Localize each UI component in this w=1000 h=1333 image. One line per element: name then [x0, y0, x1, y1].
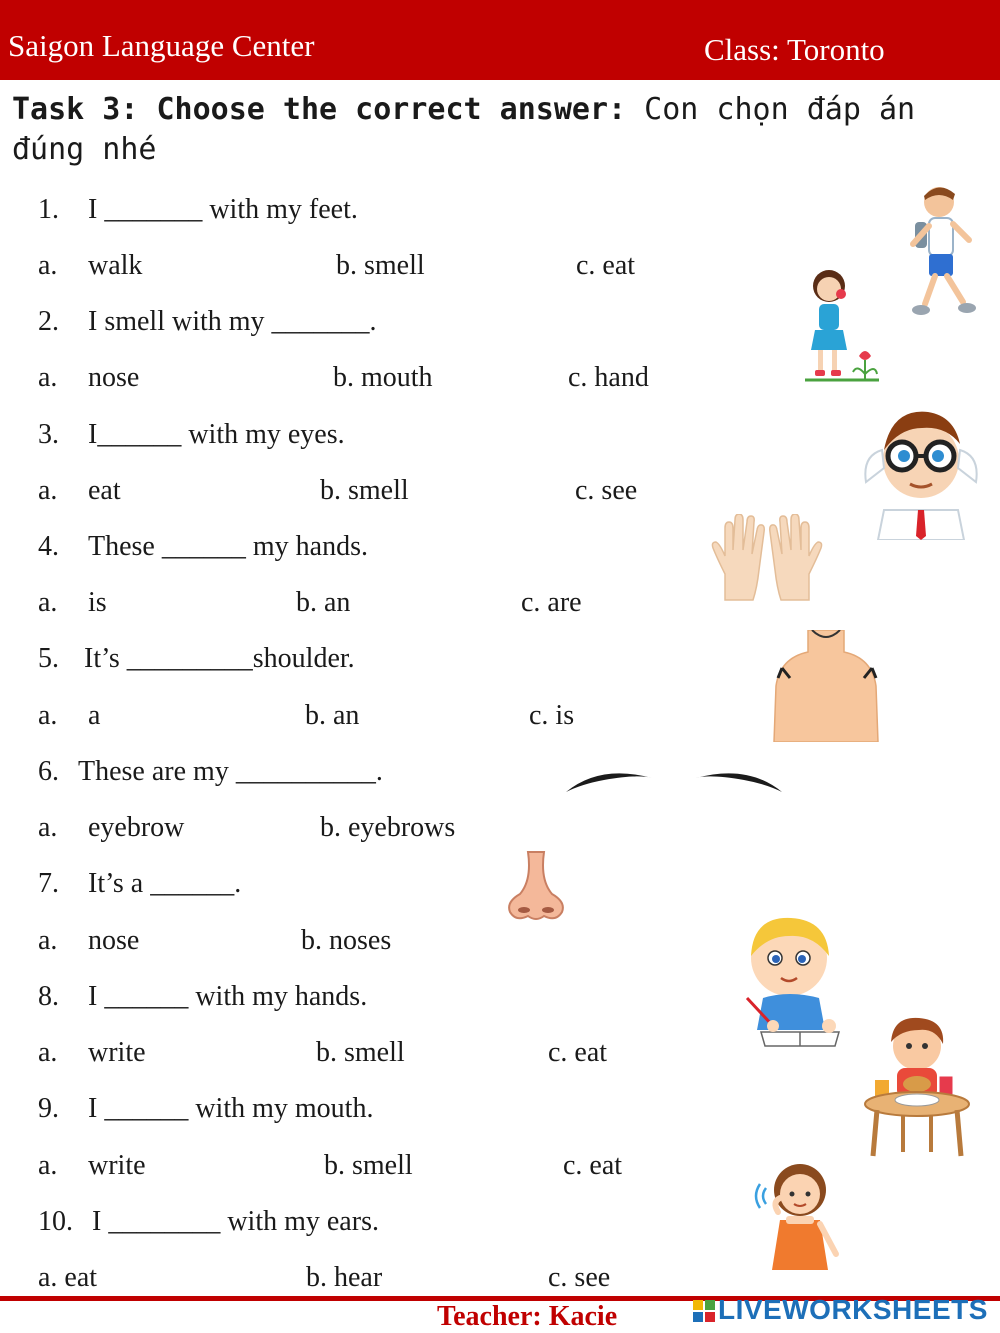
question-number: 7.	[38, 868, 59, 899]
walking-boy-icon	[905, 182, 981, 322]
answer-b[interactable]: b. hear	[306, 1262, 383, 1293]
answer-label: a.	[38, 812, 58, 843]
answer-c[interactable]: c. are	[521, 587, 582, 618]
answer-a[interactable]: write	[88, 1037, 146, 1068]
question-number: 1.	[38, 194, 59, 225]
answer-b[interactable]: b. smell	[324, 1150, 413, 1181]
question-number: 4.	[38, 531, 59, 562]
question-number: 5.	[38, 643, 59, 674]
question-number: 9.	[38, 1093, 59, 1124]
question-number: 8.	[38, 981, 59, 1012]
boy-with-glasses-icon	[862, 398, 980, 540]
answer-c[interactable]: c. is	[529, 700, 575, 731]
answer-label: a.	[38, 1037, 58, 1068]
answer-c[interactable]: c. eat	[576, 250, 636, 281]
answer-c[interactable]: c. hand	[568, 362, 649, 393]
question-text: These are my __________.	[78, 756, 383, 787]
question-text: I ______ with my hands.	[88, 981, 368, 1012]
liveworksheets-brand[interactable]: LIVEWORKSHEETS	[718, 1294, 988, 1325]
boy-eating-icon	[863, 1012, 973, 1158]
question-text: It’s _________shoulder.	[84, 643, 355, 674]
answer-a[interactable]: eat	[88, 475, 121, 506]
question-text: These ______ my hands.	[88, 531, 368, 562]
question-text: I ________ with my ears.	[92, 1206, 379, 1237]
question-number: 10.	[38, 1206, 73, 1237]
answer-a[interactable]: eyebrow	[88, 812, 185, 843]
question-text: I ______ with my mouth.	[88, 1093, 374, 1124]
answer-b[interactable]: b. smell	[316, 1037, 405, 1068]
answer-c[interactable]: c. eat	[548, 1037, 608, 1068]
boy-writing-icon	[743, 912, 851, 1050]
hands-icon	[707, 514, 827, 602]
answer-b[interactable]: b. smell	[336, 250, 425, 281]
answer-label: a.	[38, 700, 58, 731]
shoulders-icon	[772, 630, 880, 742]
answer-c[interactable]: c. see	[548, 1262, 611, 1293]
answer-label: a.	[38, 925, 58, 956]
question-number: 6.	[38, 756, 59, 787]
liveworksheets-logo-icon	[693, 1300, 715, 1322]
eyebrows-icon	[564, 764, 784, 796]
question-text: I______ with my eyes.	[88, 419, 345, 450]
answer-b[interactable]: b. noses	[301, 925, 392, 956]
answer-b[interactable]: b. smell	[320, 475, 409, 506]
answer-a[interactable]: walk	[88, 250, 143, 281]
answer-label: a.	[38, 1150, 58, 1181]
class-label: Class: Toronto	[704, 32, 885, 67]
girl-smelling-flower-icon	[803, 264, 881, 386]
answer-a[interactable]: a	[88, 700, 101, 731]
task-title-rest: Con chọn đáp án đúng nhé	[12, 92, 916, 167]
answer-b[interactable]: b. an	[305, 700, 360, 731]
answer-label: a.	[38, 362, 58, 393]
question-text: I _______ with my feet.	[88, 194, 358, 225]
answer-label: a.	[38, 250, 58, 281]
answer-b[interactable]: b. an	[296, 587, 351, 618]
girl-listening-icon	[750, 1158, 854, 1278]
task-title-bold: Task 3: Choose the correct answer:	[12, 92, 627, 127]
teacher-name: Teacher: Kacie	[437, 1301, 618, 1332]
answer-a[interactable]: nose	[88, 362, 140, 393]
answer-c[interactable]: c. see	[575, 475, 638, 506]
answer-b[interactable]: b. eyebrows	[320, 812, 456, 843]
nose-icon	[502, 850, 570, 924]
task-title	[12, 90, 972, 170]
question-text: I smell with my _______.	[88, 306, 377, 337]
answer-b[interactable]: b. mouth	[333, 362, 433, 393]
answer-a[interactable]: nose	[88, 925, 140, 956]
question-number: 2.	[38, 306, 59, 337]
answer-a[interactable]: is	[88, 587, 107, 618]
header-bar	[0, 0, 1000, 80]
question-text: It’s a ______.	[88, 868, 242, 899]
center-name: Saigon Language Center	[8, 28, 315, 63]
answer-label: a.	[38, 475, 58, 506]
answer-c[interactable]: c. eat	[563, 1150, 623, 1181]
answer-a[interactable]: write	[88, 1150, 146, 1181]
question-number: 3.	[38, 419, 59, 450]
answer-a[interactable]: a. eat	[38, 1262, 98, 1293]
answer-label: a.	[38, 587, 58, 618]
